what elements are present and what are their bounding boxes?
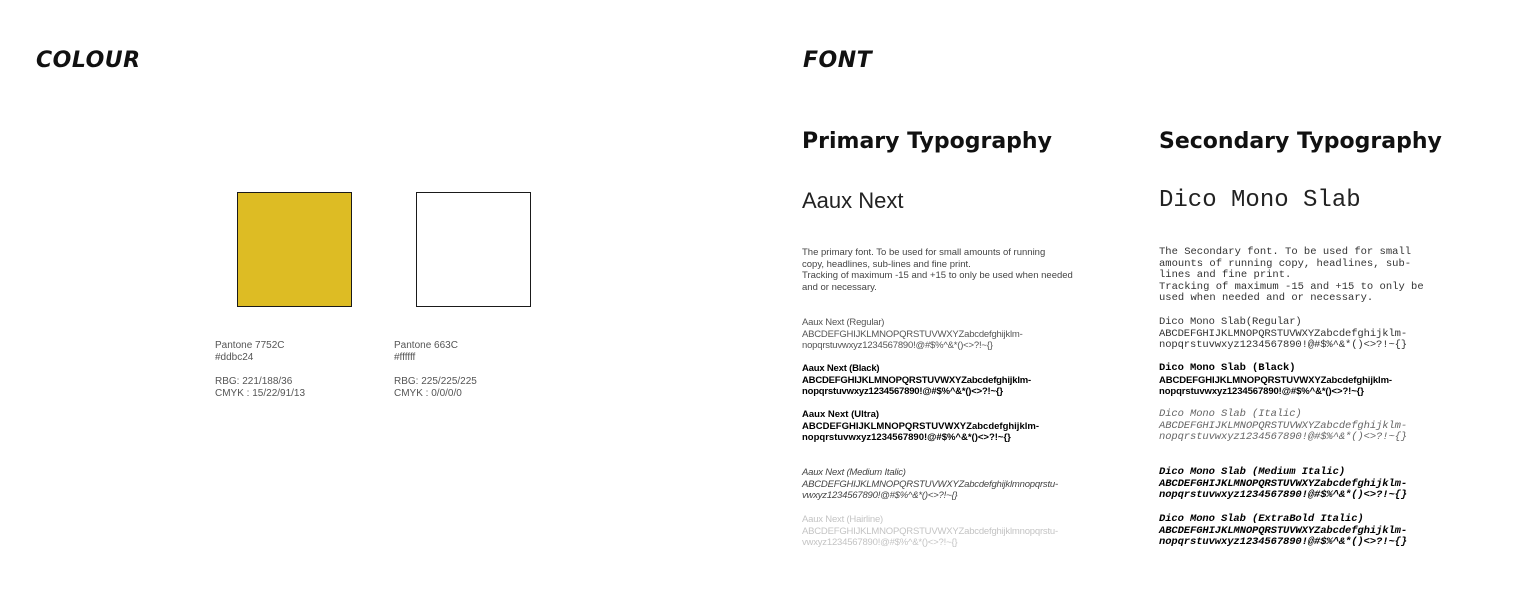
- secondary-typography-heading: Secondary Typography: [1159, 129, 1442, 154]
- sample-line: nopqrstuvwxyz1234567890!@#$%^&*()<>?!~{}: [1159, 536, 1408, 548]
- sample-line: ABCDEFGHIJKLMNOPQRSTUVWXYZabcdefghijklm-: [802, 328, 1023, 340]
- primary-typography-heading: Primary Typography: [802, 129, 1052, 154]
- sample-line: ABCDEFGHIJKLMNOPQRSTUVWXYZabcdefghijklm-: [1159, 419, 1408, 432]
- sample-line: ABCDEFGHIJKLMNOPQRSTUVWXYZabcdefghijklmnopqrstu-: [802, 525, 1058, 537]
- colour-section-title: COLOUR: [36, 48, 141, 73]
- primary-font-description: The primary font. To be used for small amounts of running copy, headlines, sub-lines and fine print. Tracking of maximum -15 and +15 to only be used when needed and or necessary.: [802, 247, 1073, 293]
- secondary-sample-medium-italic: [1159, 467, 1407, 502]
- primary-sample-medium-italic: [802, 467, 1058, 502]
- primary-sample-black: [802, 363, 1031, 398]
- sample-label: Aaux Next (Hairline): [802, 514, 883, 525]
- sample-line: ABCDEFGHIJKLMNOPQRSTUVWXYZabcdefghijklm-: [1159, 327, 1408, 340]
- sample-line: nopqrstuvwxyz1234567890!@#$%^&*()<>?!~{}: [1159, 339, 1408, 351]
- sample-label: Dico Mono Slab (Black): [1159, 362, 1296, 374]
- primary-font-name: Aaux Next: [802, 188, 904, 213]
- sample-label: Dico Mono Slab (Medium Italic): [1159, 466, 1346, 478]
- secondary-sample-black: [1159, 363, 1392, 398]
- sample-line: nopqrstuvwxyz1234567890!@#$%^&*()<>?!~{}: [1159, 386, 1364, 397]
- primary-sample-ultra: [802, 409, 1039, 444]
- sample-label: Dico Mono Slab (Italic): [1159, 408, 1302, 420]
- colour-swatch-white-info: Pantone 663C #ffffff RBG: 225/225/225 CMYK : 0/0/0/0: [394, 340, 477, 399]
- secondary-font-description: The Secondary font. To be used for small amounts of running copy, headlines, sub- lines and fine print. Tracking of maximum -15 and +15 to only be used when needed and or necessary.: [1159, 246, 1424, 304]
- colour-swatch-yellow-info: Pantone 7752C #ddbc24 RBG: 221/188/36 CMYK : 15/22/91/13: [215, 340, 306, 399]
- sample-line: nopqrstuvwxyz1234567890!@#$%^&*()<>?!~{}: [802, 386, 1003, 397]
- sample-label: Aaux Next (Regular): [802, 317, 885, 328]
- font-section-title: FONT: [803, 48, 873, 73]
- secondary-sample-regular: [1159, 317, 1407, 352]
- sample-line: ABCDEFGHIJKLMNOPQRSTUVWXYZabcdefghijklm-: [802, 374, 1031, 386]
- colour-swatch-white: [416, 192, 531, 307]
- primary-sample-hairline: [802, 514, 1058, 549]
- sample-line: nopqrstuvwxyz1234567890!@#$%^&*()<>?!~{}: [1159, 431, 1408, 443]
- sample-line: ABCDEFGHIJKLMNOPQRSTUVWXYZabcdefghijklm-: [1159, 477, 1408, 490]
- sample-line: ABCDEFGHIJKLMNOPQRSTUVWXYZabcdefghijklmnopqrstu-: [802, 478, 1058, 490]
- secondary-font-name: Dico Mono Slab: [1159, 187, 1361, 214]
- sample-line: ABCDEFGHIJKLMNOPQRSTUVWXYZabcdefghijklm-: [1159, 524, 1408, 537]
- sample-label: Aaux Next (Medium Italic): [802, 467, 906, 478]
- sample-line: vwxyz1234567890!@#$%^&*()<>?!~{}: [802, 537, 958, 548]
- sample-label: Dico Mono Slab(Regular): [1159, 316, 1302, 328]
- sample-label: Aaux Next (Ultra): [802, 409, 880, 420]
- sample-line: nopqrstuvwxyz1234567890!@#$%^&*()<>?!~{}: [802, 432, 1011, 443]
- sample-line: ABCDEFGHIJKLMNOPQRSTUVWXYZabcdefghijklm-: [1159, 374, 1392, 386]
- colour-swatch-yellow: [237, 192, 352, 307]
- sample-label: Dico Mono Slab (ExtraBold Italic): [1159, 513, 1364, 525]
- sample-line: vwxyz1234567890!@#$%^&*()<>?!~{}: [802, 490, 958, 501]
- sample-line: nopqrstuvwxyz1234567890!@#$%^&*()<>?!~{}: [1159, 489, 1408, 501]
- sample-label: Aaux Next (Black): [802, 363, 880, 374]
- sample-line: nopqrstuvwxyz1234567890!@#$%^&*()<>?!~{}: [802, 340, 993, 351]
- sample-line: ABCDEFGHIJKLMNOPQRSTUVWXYZabcdefghijklm-: [802, 420, 1039, 432]
- secondary-sample-italic: [1159, 409, 1407, 444]
- primary-sample-regular: [802, 317, 1023, 352]
- secondary-sample-extrabold-italic: [1159, 514, 1407, 549]
